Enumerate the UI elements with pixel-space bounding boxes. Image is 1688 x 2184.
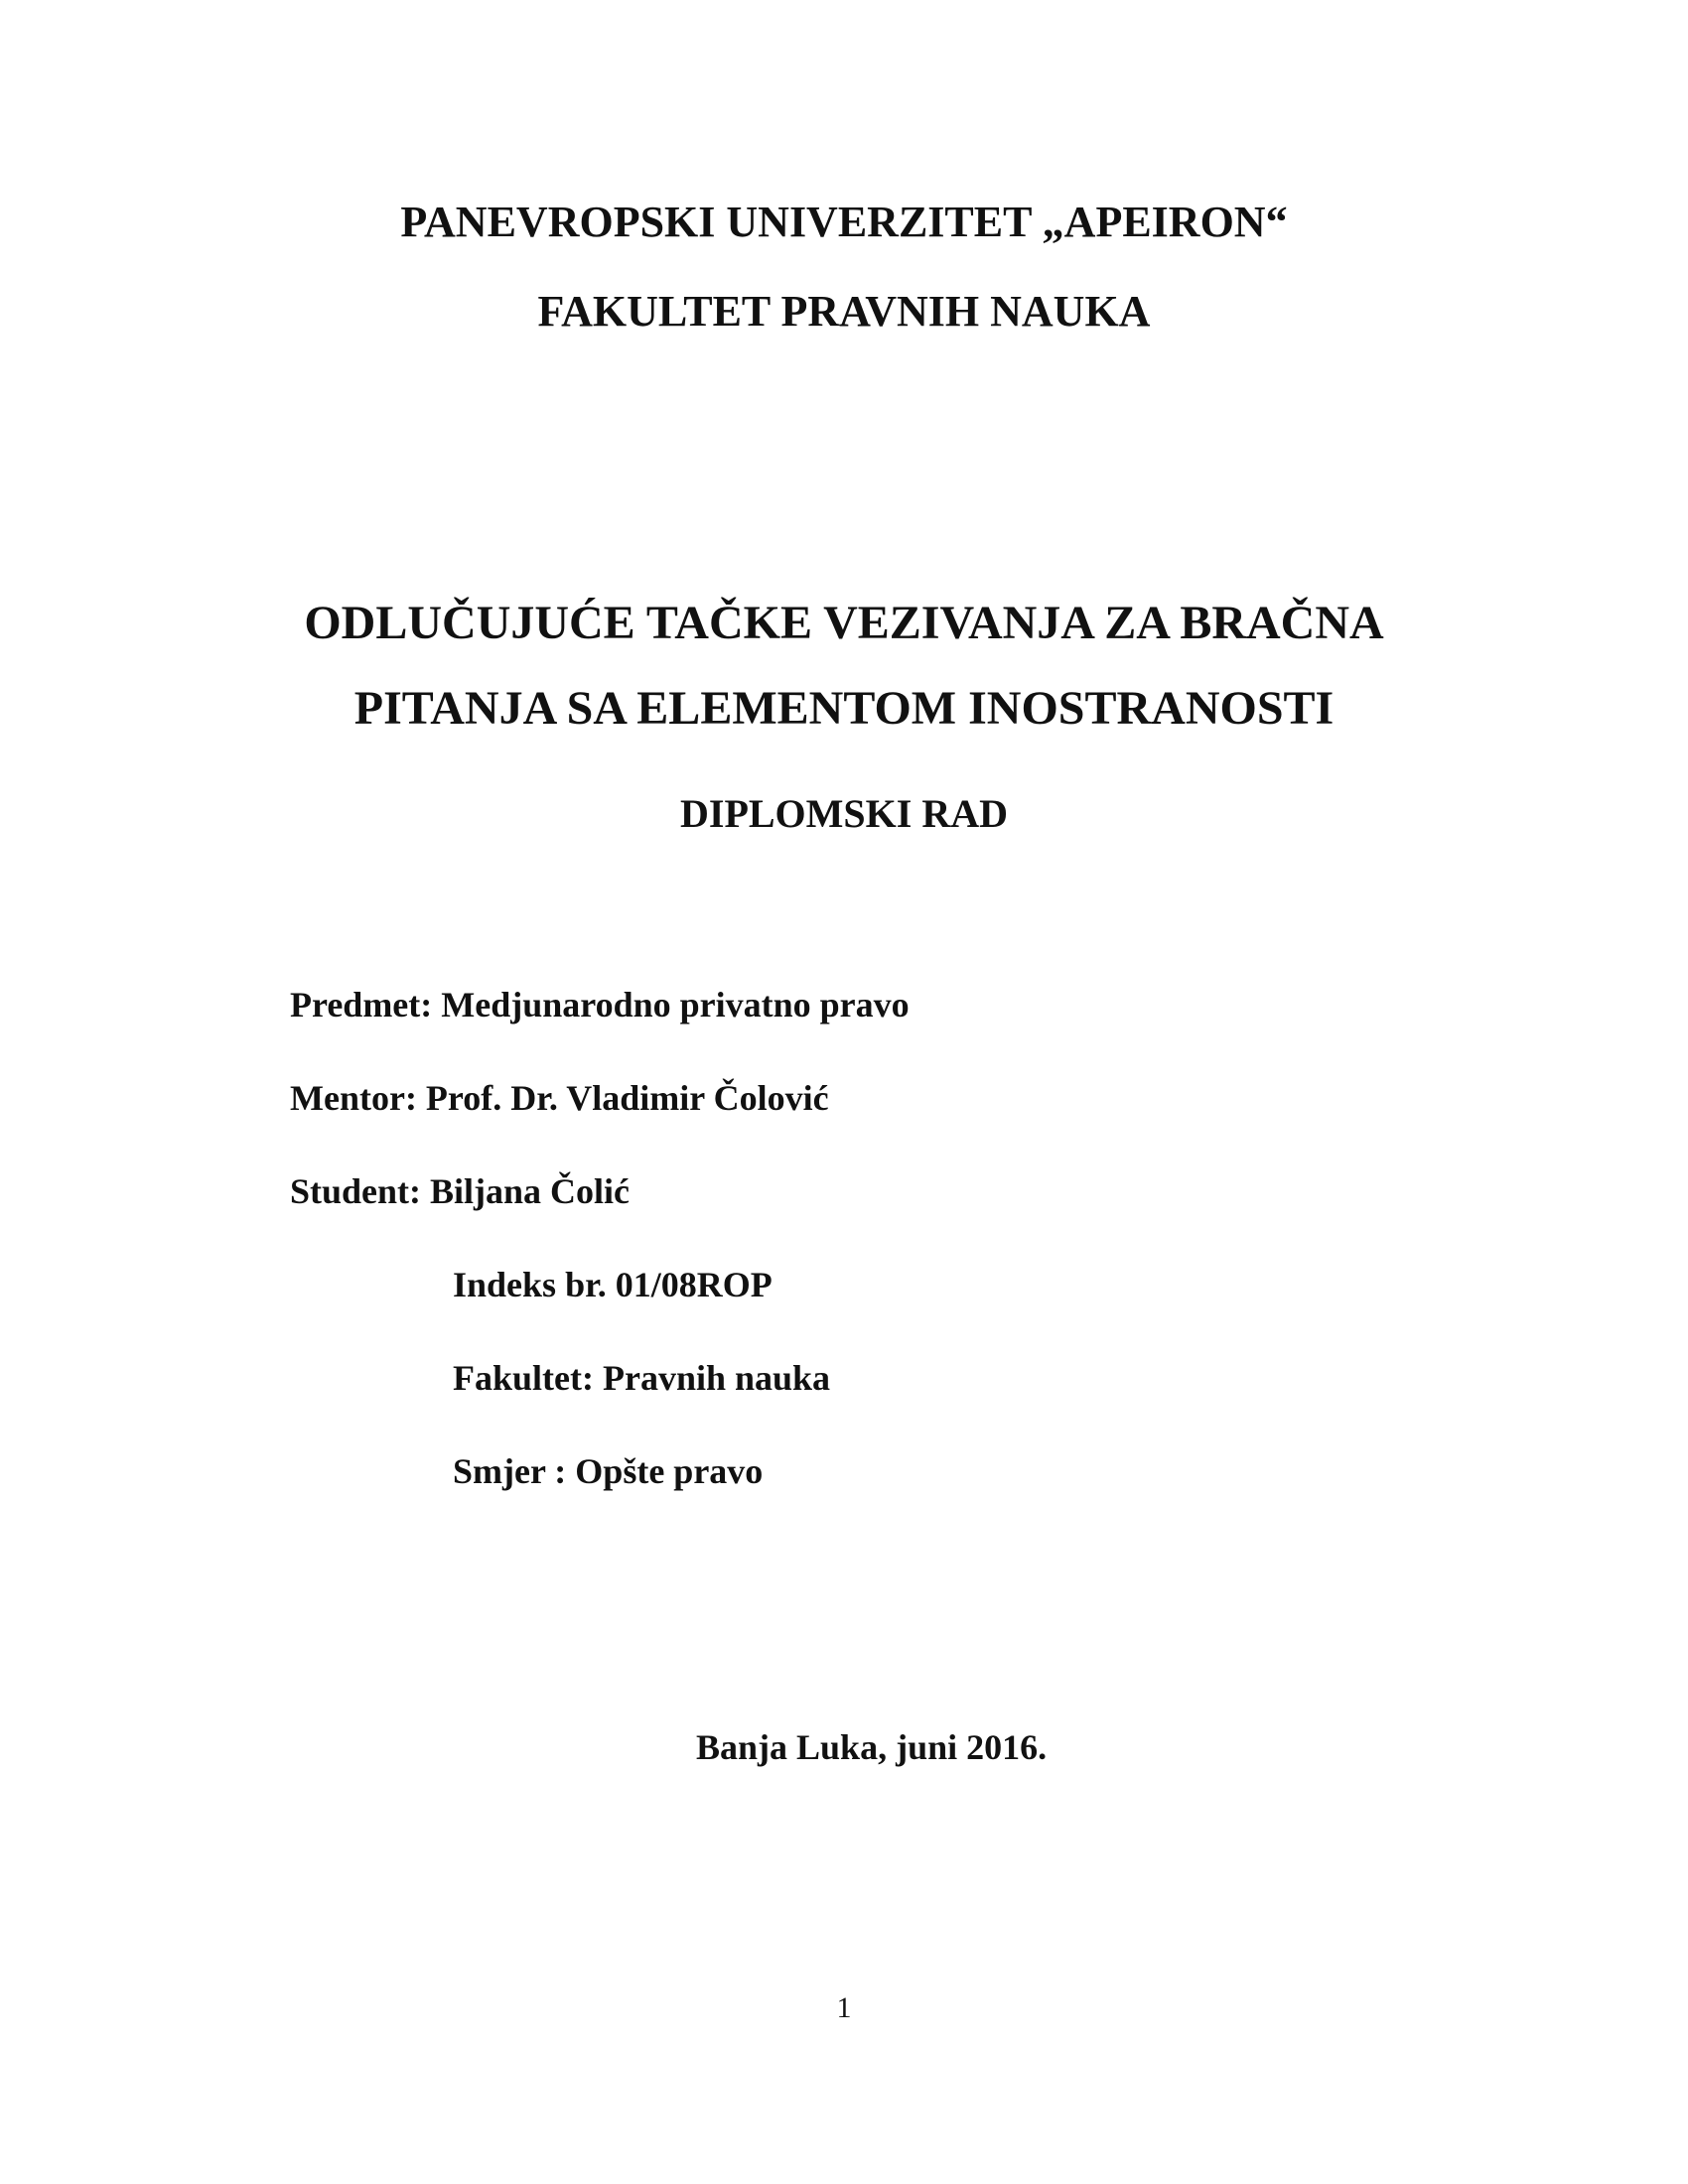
- student-line: Student: Biljana Čolić: [290, 1171, 631, 1211]
- page-number: 1: [836, 1991, 852, 2024]
- thesis-title-line-2: PITANJA SA ELEMENTOM INOSTRANOSTI: [353, 682, 1335, 735]
- thesis-type: DIPLOMSKI RAD: [679, 791, 1009, 836]
- mentor-line: Mentor: Prof. Dr. Vladimir Čolović: [290, 1078, 829, 1118]
- index-number-line: Indeks br. 01/08ROP: [453, 1265, 773, 1304]
- university-name: PANEVROPSKI UNIVERZITET „APEIRON“: [400, 198, 1288, 246]
- study-direction-line: Smjer : Opšte pravo: [453, 1451, 764, 1491]
- place-and-date: Banja Luka, juni 2016.: [696, 1727, 1048, 1767]
- faculty-name: FAKULTET PRAVNIH NAUKA: [537, 287, 1151, 336]
- subject-line: Predmet: Medjunarodno privatno pravo: [290, 985, 910, 1024]
- thesis-title-line-1: ODLUČUJUĆE TAČKE VEZIVANJA ZA BRAČNA: [304, 597, 1384, 649]
- faculty-line: Fakultet: Pravnih nauka: [453, 1358, 831, 1398]
